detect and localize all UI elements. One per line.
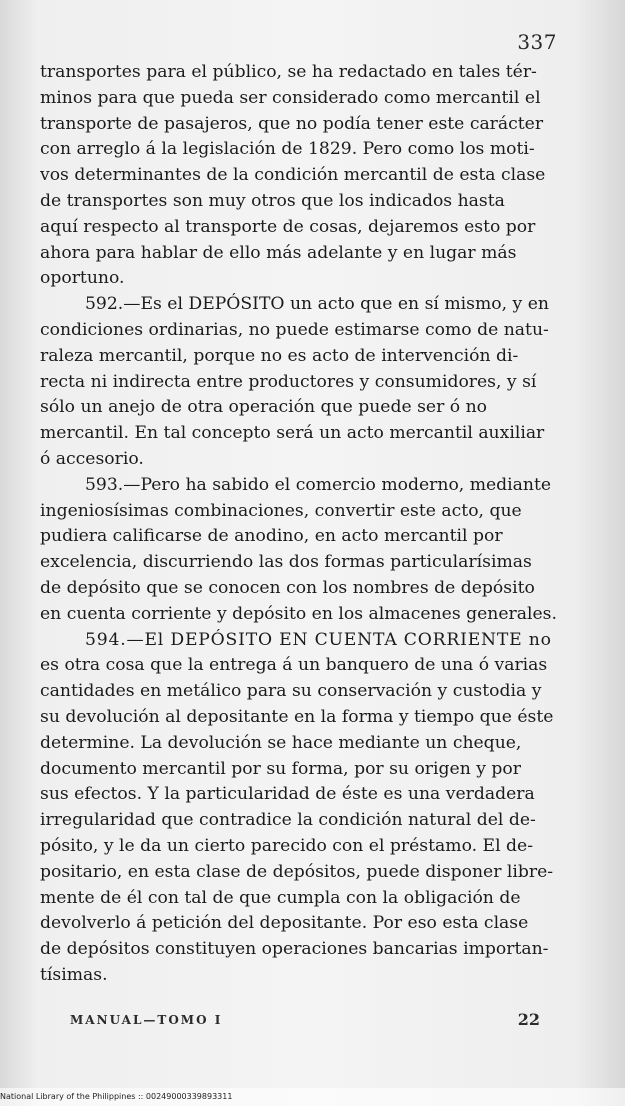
text-line: ahora para hablar de ello más adelante y en lugar más bbox=[40, 242, 517, 263]
text-line: con arreglo á la legislación de 1829. Pero como los moti- bbox=[40, 139, 535, 160]
text-line: pósito, y le da un cierto parecido con el préstamo. El de- bbox=[40, 835, 534, 856]
paragraph-594 bbox=[40, 628, 586, 989]
text-line: su devolución al depositante en la forma y tiempo que éste bbox=[40, 706, 554, 727]
text-line: aquí respecto al transporte de cosas, dejaremos esto por bbox=[40, 216, 536, 237]
text-line: sus efectos. Y la particularidad de éste es una verdadera bbox=[40, 784, 535, 805]
footer-volume: MANUAL—TOMO I bbox=[70, 1013, 223, 1027]
text-line: tísimas. bbox=[40, 964, 108, 985]
library-watermark: National Library of the Philippines :: 00249000339893311 bbox=[0, 1088, 625, 1106]
text-line: de depósitos constituyen operaciones bancarias importan- bbox=[40, 939, 549, 960]
text-line: cantidades en metálico para su conservación y custodia y bbox=[40, 681, 542, 702]
footer-signature: 22 bbox=[517, 1010, 540, 1029]
text-line: 592.—Es el DEPÓSITO un acto que en sí mismo, y en bbox=[85, 294, 549, 315]
text-line: sólo un anejo de otra operación que puede ser ó no bbox=[40, 397, 488, 418]
text-line: vos determinantes de la condición mercantil de esta clase bbox=[40, 165, 546, 186]
text-line: ingeniosísimas combinaciones, convertir este acto, que bbox=[40, 500, 522, 521]
paragraph-593 bbox=[40, 473, 586, 628]
text-line: minos para que pueda ser considerado como mercantil el bbox=[40, 87, 541, 108]
page-number: 337 bbox=[517, 30, 557, 54]
text-line: documento mercantil por su forma, por su origen y por bbox=[40, 758, 521, 779]
text-line: en cuenta corriente y depósito en los almacenes generales. bbox=[40, 603, 557, 624]
text-line: transporte de pasajeros, que no podía tener este carácter bbox=[40, 113, 544, 134]
text-line: devolverlo á petición del depositante. Por eso esta clase bbox=[40, 913, 529, 934]
text-line: ó accesorio. bbox=[40, 448, 144, 469]
text-line: transportes para el público, se ha redactado en tales tér- bbox=[40, 62, 537, 82]
text-line: mercantil. En tal concepto será un acto mercantil auxiliar bbox=[40, 423, 545, 444]
text-line: es otra cosa que la entrega á un banquero de una ó varias bbox=[40, 655, 548, 676]
text-line: condiciones ordinarias, no puede estimarse como de natu- bbox=[40, 319, 549, 340]
text-line: positario, en esta clase de depósitos, puede disponer libre- bbox=[40, 861, 554, 882]
text-line: de transportes son muy otros que los indicados hasta bbox=[40, 190, 505, 211]
paragraph-592 bbox=[40, 292, 586, 473]
text-line: mente de él con tal de que cumpla con la obligación de bbox=[40, 887, 521, 908]
text-line: irregularidad que contradice la condición natural del de- bbox=[40, 810, 536, 831]
body-text bbox=[40, 60, 586, 989]
paragraph-1 bbox=[40, 60, 586, 292]
text-line: determine. La devolución se hace mediante un cheque, bbox=[40, 732, 522, 753]
text-line: oportuno. bbox=[40, 268, 125, 289]
text-line: 593.—Pero ha sabido el comercio moderno, mediante bbox=[85, 474, 552, 495]
text-line: pudiera calificarse de anodino, en acto mercantil por bbox=[40, 526, 503, 547]
text-line: raleza mercantil, porque no es acto de intervención di- bbox=[40, 345, 519, 366]
text-line: recta ni indirecta entre productores y consumidores, y sí bbox=[40, 371, 537, 392]
text-line: excelencia, discurriendo las dos formas particularísimas bbox=[40, 552, 532, 573]
text-line: 594.—El DEPÓSITO EN CUENTA CORRIENTE no bbox=[85, 629, 552, 650]
text-line: de depósito que se conocen con los nombres de depósito bbox=[40, 577, 535, 598]
